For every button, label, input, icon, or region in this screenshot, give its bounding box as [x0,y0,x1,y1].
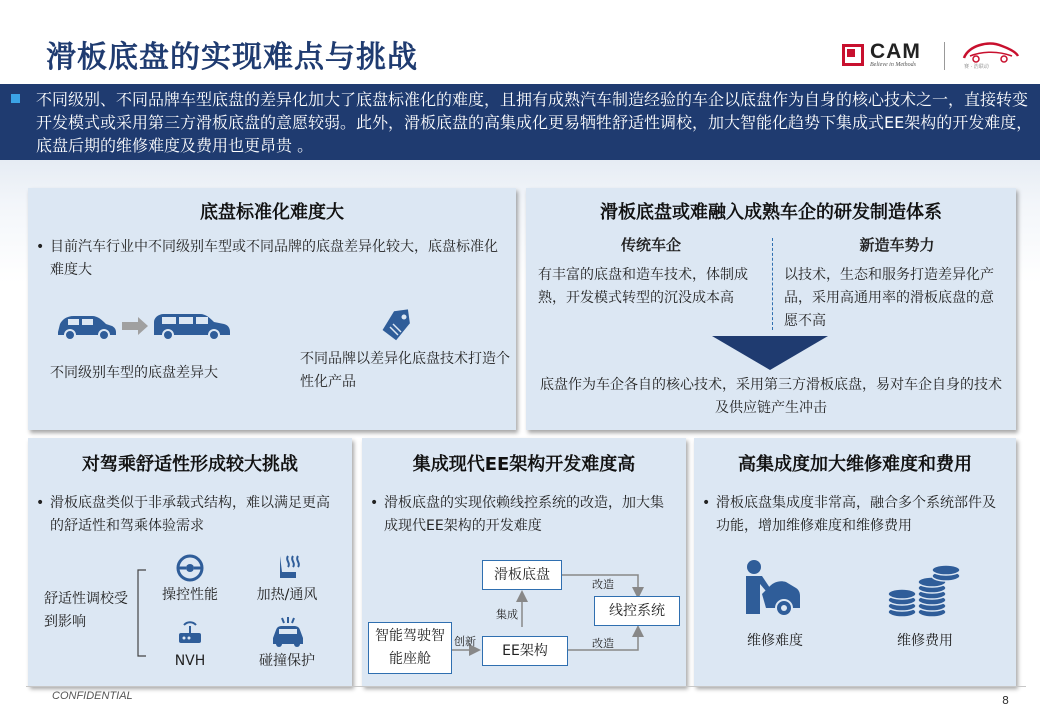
cam-logo-slogan: Believe in Methods [870,62,916,68]
banner-square-icon [11,94,20,103]
car-logo-icon [958,38,1022,64]
summary-banner [0,84,1040,160]
cam-logo-text: CAM [870,40,921,63]
ee-architecture-box: EE架构 [482,636,568,666]
price-tag-icon [380,308,414,342]
footer-divider [26,686,1026,687]
label-modify-1: 改造 [592,578,614,591]
banner-text: 不同级别、不同品牌车型底盘的差异化加大了底盘标准化的难度，且拥有成熟汽车制造经验的车企以底盘作为自身的核心技术之一，直接转变开发模式或采用第三方滑板底盘的意愿较弱。此外，滑板底盘的高集成化更易牺牲舒适性调校，加大智能化趋势下集成式EE架构的开发难度，底盘后期的维修难度及费用也更昂贵 。 [36,90,1033,155]
col-traditional-oem-text: 有丰富的底盘和造车技术，体制成熟，开发模式转型的沉没成本高 [538,267,748,306]
panel-title: 高集成度加大维修难度和费用 [738,454,972,475]
column-divider [772,238,773,330]
col-traditional-oem-heading: 传统车企 [620,236,681,254]
col-new-forces-heading: 新造车势力 [859,236,935,254]
down-arrow-icon [712,336,828,370]
panel-bullet: • 目前汽车行业中不同级别车型或不同品牌的底盘差异化较大，底盘标准化难度大 [36,236,508,282]
panel-oem-integration [526,188,1016,430]
page-title: 滑板底盘的实现难点与挑战 [46,40,418,75]
label-innovate: 创新 [454,635,476,648]
label-integrate: 集成 [496,608,518,621]
bracket-icon [132,568,148,658]
skateboard-chassis-box: 滑板底盘 [482,560,562,590]
comfort-item-crash: 碰撞保护 [259,653,315,669]
label-level-difference: 不同级别车型的底盘差异大 [50,365,218,381]
panel-chassis-standardization [28,188,516,430]
partner-logo-text: 赛 · 浩联动 [964,64,989,70]
panel-bullet: • 滑板底盘类似于非承载式结构，难以满足更高的舒适性和驾乘体验需求 [36,492,342,538]
cam-logo [842,42,934,70]
mechanic-icon [740,558,802,620]
cam-logo-mark [842,44,864,66]
comfort-affected-label: 舒适性调校受到影响 [44,591,128,630]
router-icon [176,618,204,646]
steering-wheel-icon [175,553,205,583]
collision-icon [270,616,306,648]
coins-icon [886,562,962,618]
heated-seat-icon [272,552,304,584]
conclusion-text: 底盘作为车企各自的核心技术，采用第三方滑板底盘，易对车企自身的技术及供应链产生冲击 [540,377,1002,416]
confidential-label: CONFIDENTIAL [52,690,133,702]
panel-comfort-challenge [28,438,352,686]
panel-bullet: • 滑板底盘集成度非常高，融合多个系统部件及功能，增加维修难度和维修费用 [702,492,1002,538]
smart-cockpit-box: 智能驾驶智能座舱 [368,622,452,674]
panel-maintenance-cost [694,438,1016,686]
page-number: 8 [1002,694,1009,707]
panel-title: 底盘标准化难度大 [200,202,344,223]
partner-logo [958,38,1022,74]
label-modify-2: 改造 [592,637,614,650]
label-repair-cost: 维修费用 [897,633,953,649]
label-repair-difficulty: 维修难度 [747,633,803,649]
panel-ee-architecture [362,438,686,686]
panel-title: 对驾乘舒适性形成较大挑战 [82,454,298,475]
comfort-item-nvh: NVH [174,653,206,669]
logo-divider [944,42,945,70]
col-new-forces-text: 以技术，生态和服务打造差异化产品，采用高通用率的滑板底盘的意愿不高 [784,267,994,329]
panel-title: 滑板底盘或难融入成熟车企的研发制造体系 [600,202,942,223]
panel-bullet: • 滑板底盘的实现依赖线控系统的改造，加大集成现代EE架构的开发难度 [370,492,676,538]
car-comparison-icon [54,310,234,342]
wire-control-box: 线控系统 [594,596,680,626]
panel-title: 集成现代EE架构开发难度高 [412,454,636,475]
comfort-item-handling: 操控性能 [162,587,218,603]
comfort-item-heating: 加热/通风 [256,587,318,603]
label-brand-difference: 不同品牌以差异化底盘技术打造个性化产品 [300,351,510,390]
